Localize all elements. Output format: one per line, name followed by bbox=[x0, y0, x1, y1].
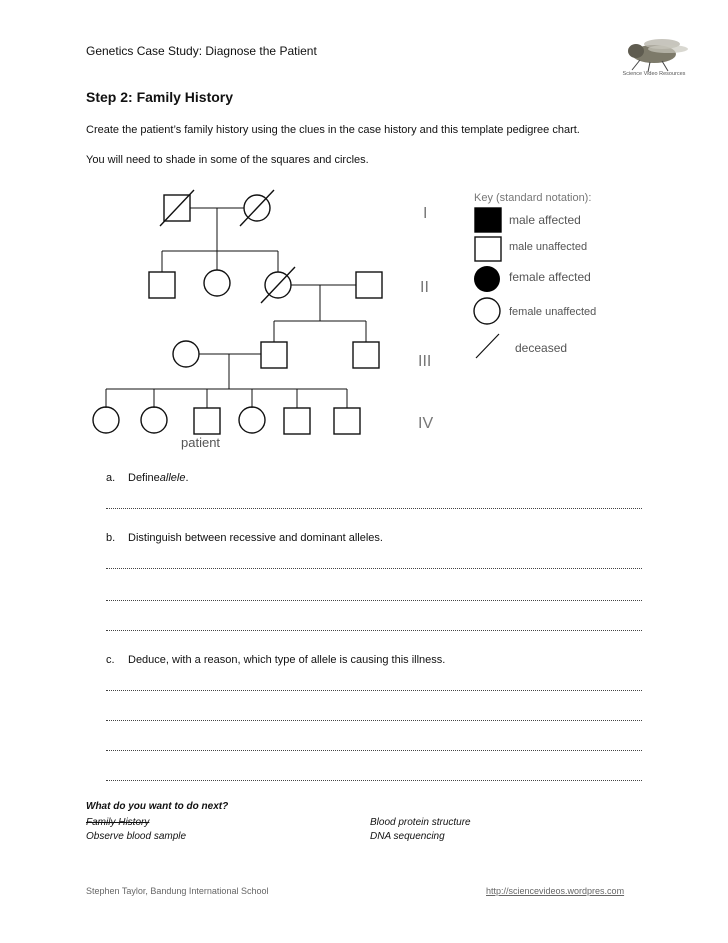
key-deceased-symbol bbox=[476, 334, 499, 358]
option-dna-sequencing[interactable]: DNA sequencing bbox=[370, 831, 445, 842]
key-deceased-label: deceased bbox=[515, 341, 568, 355]
key-female-affected-label: female affected bbox=[509, 270, 591, 284]
key-title: Key (standard notation): bbox=[474, 192, 592, 204]
key-male-unaffected-label: male unaffected bbox=[509, 241, 588, 253]
document-header-title: Genetics Case Study: Diagnose the Patient bbox=[86, 44, 317, 58]
question-c-letter: c. bbox=[106, 654, 115, 666]
key-male-affected-symbol bbox=[475, 208, 501, 232]
patient-label: patient bbox=[181, 435, 221, 450]
gen4-patient-male bbox=[194, 408, 220, 434]
question-a-term: allele bbox=[159, 472, 186, 484]
intro-text: Create the patient’s family history using the clues in the case history and this template pedigree chart. bbox=[86, 124, 580, 136]
gen3-male-sibling bbox=[353, 342, 379, 368]
key-female-affected-symbol bbox=[474, 266, 500, 292]
gen2-male bbox=[149, 272, 175, 298]
question-a-suffix: . bbox=[185, 472, 189, 484]
generation-label-4: IV bbox=[418, 415, 434, 432]
gen4-male-1 bbox=[284, 408, 310, 434]
key-female-unaffected-label: female unaffected bbox=[509, 306, 597, 318]
step-title: Step 2: Family History bbox=[86, 89, 234, 105]
pedigree-key bbox=[474, 192, 596, 358]
gen3-male bbox=[261, 342, 287, 368]
question-b-text: Distinguish between recessive and dominant alleles. bbox=[128, 532, 383, 544]
answer-line-c4[interactable] bbox=[106, 780, 642, 781]
answer-line-b3[interactable] bbox=[106, 630, 642, 631]
question-a-prefix: Define bbox=[128, 472, 160, 484]
footer-author: Stephen Taylor, Bandung International School bbox=[86, 886, 269, 896]
generation-label-2: II bbox=[420, 279, 429, 296]
footer-url-link[interactable]: http://sciencevideos.wordpres.com bbox=[486, 886, 625, 896]
gen4-female-3 bbox=[239, 407, 265, 433]
pedigree-chart bbox=[80, 180, 650, 455]
key-female-unaffected-symbol bbox=[474, 298, 500, 324]
question-c bbox=[106, 654, 445, 666]
generation-label-1: I bbox=[423, 205, 428, 222]
option-blood-protein-structure[interactable]: Blood protein structure bbox=[370, 817, 471, 828]
gen4-male-2 bbox=[334, 408, 360, 434]
logo-caption: Science Video Resources bbox=[622, 71, 686, 77]
next-steps-heading: What do you want to do next? bbox=[86, 801, 229, 812]
generation-label-3: III bbox=[418, 353, 432, 370]
question-a bbox=[106, 472, 189, 484]
answer-line-a1[interactable] bbox=[106, 508, 642, 509]
key-male-affected-label: male affected bbox=[509, 213, 581, 227]
answer-line-c2[interactable] bbox=[106, 720, 642, 721]
option-observe-blood-sample[interactable]: Observe blood sample bbox=[86, 831, 187, 842]
option-family-history[interactable]: Family History bbox=[86, 817, 150, 828]
shade-instruction: You will need to shade in some of the squares and circles. bbox=[86, 154, 369, 166]
question-b bbox=[106, 532, 383, 544]
gen2-female bbox=[204, 270, 230, 296]
gen2-male-spouse bbox=[356, 272, 382, 298]
gen4-female-1 bbox=[93, 407, 119, 433]
question-c-text: Deduce, with a reason, which type of allele is causing this illness. bbox=[128, 654, 446, 666]
fly-logo-icon bbox=[612, 34, 696, 74]
question-b-letter: b. bbox=[106, 532, 116, 544]
question-a-letter: a. bbox=[106, 472, 116, 484]
gen4-female-2 bbox=[141, 407, 167, 433]
answer-line-b2[interactable] bbox=[106, 600, 642, 601]
answer-line-c3[interactable] bbox=[106, 750, 642, 751]
key-male-unaffected-symbol bbox=[475, 237, 501, 261]
answer-line-b1[interactable] bbox=[106, 568, 642, 569]
answer-line-c1[interactable] bbox=[106, 690, 642, 691]
gen3-female bbox=[173, 341, 199, 367]
